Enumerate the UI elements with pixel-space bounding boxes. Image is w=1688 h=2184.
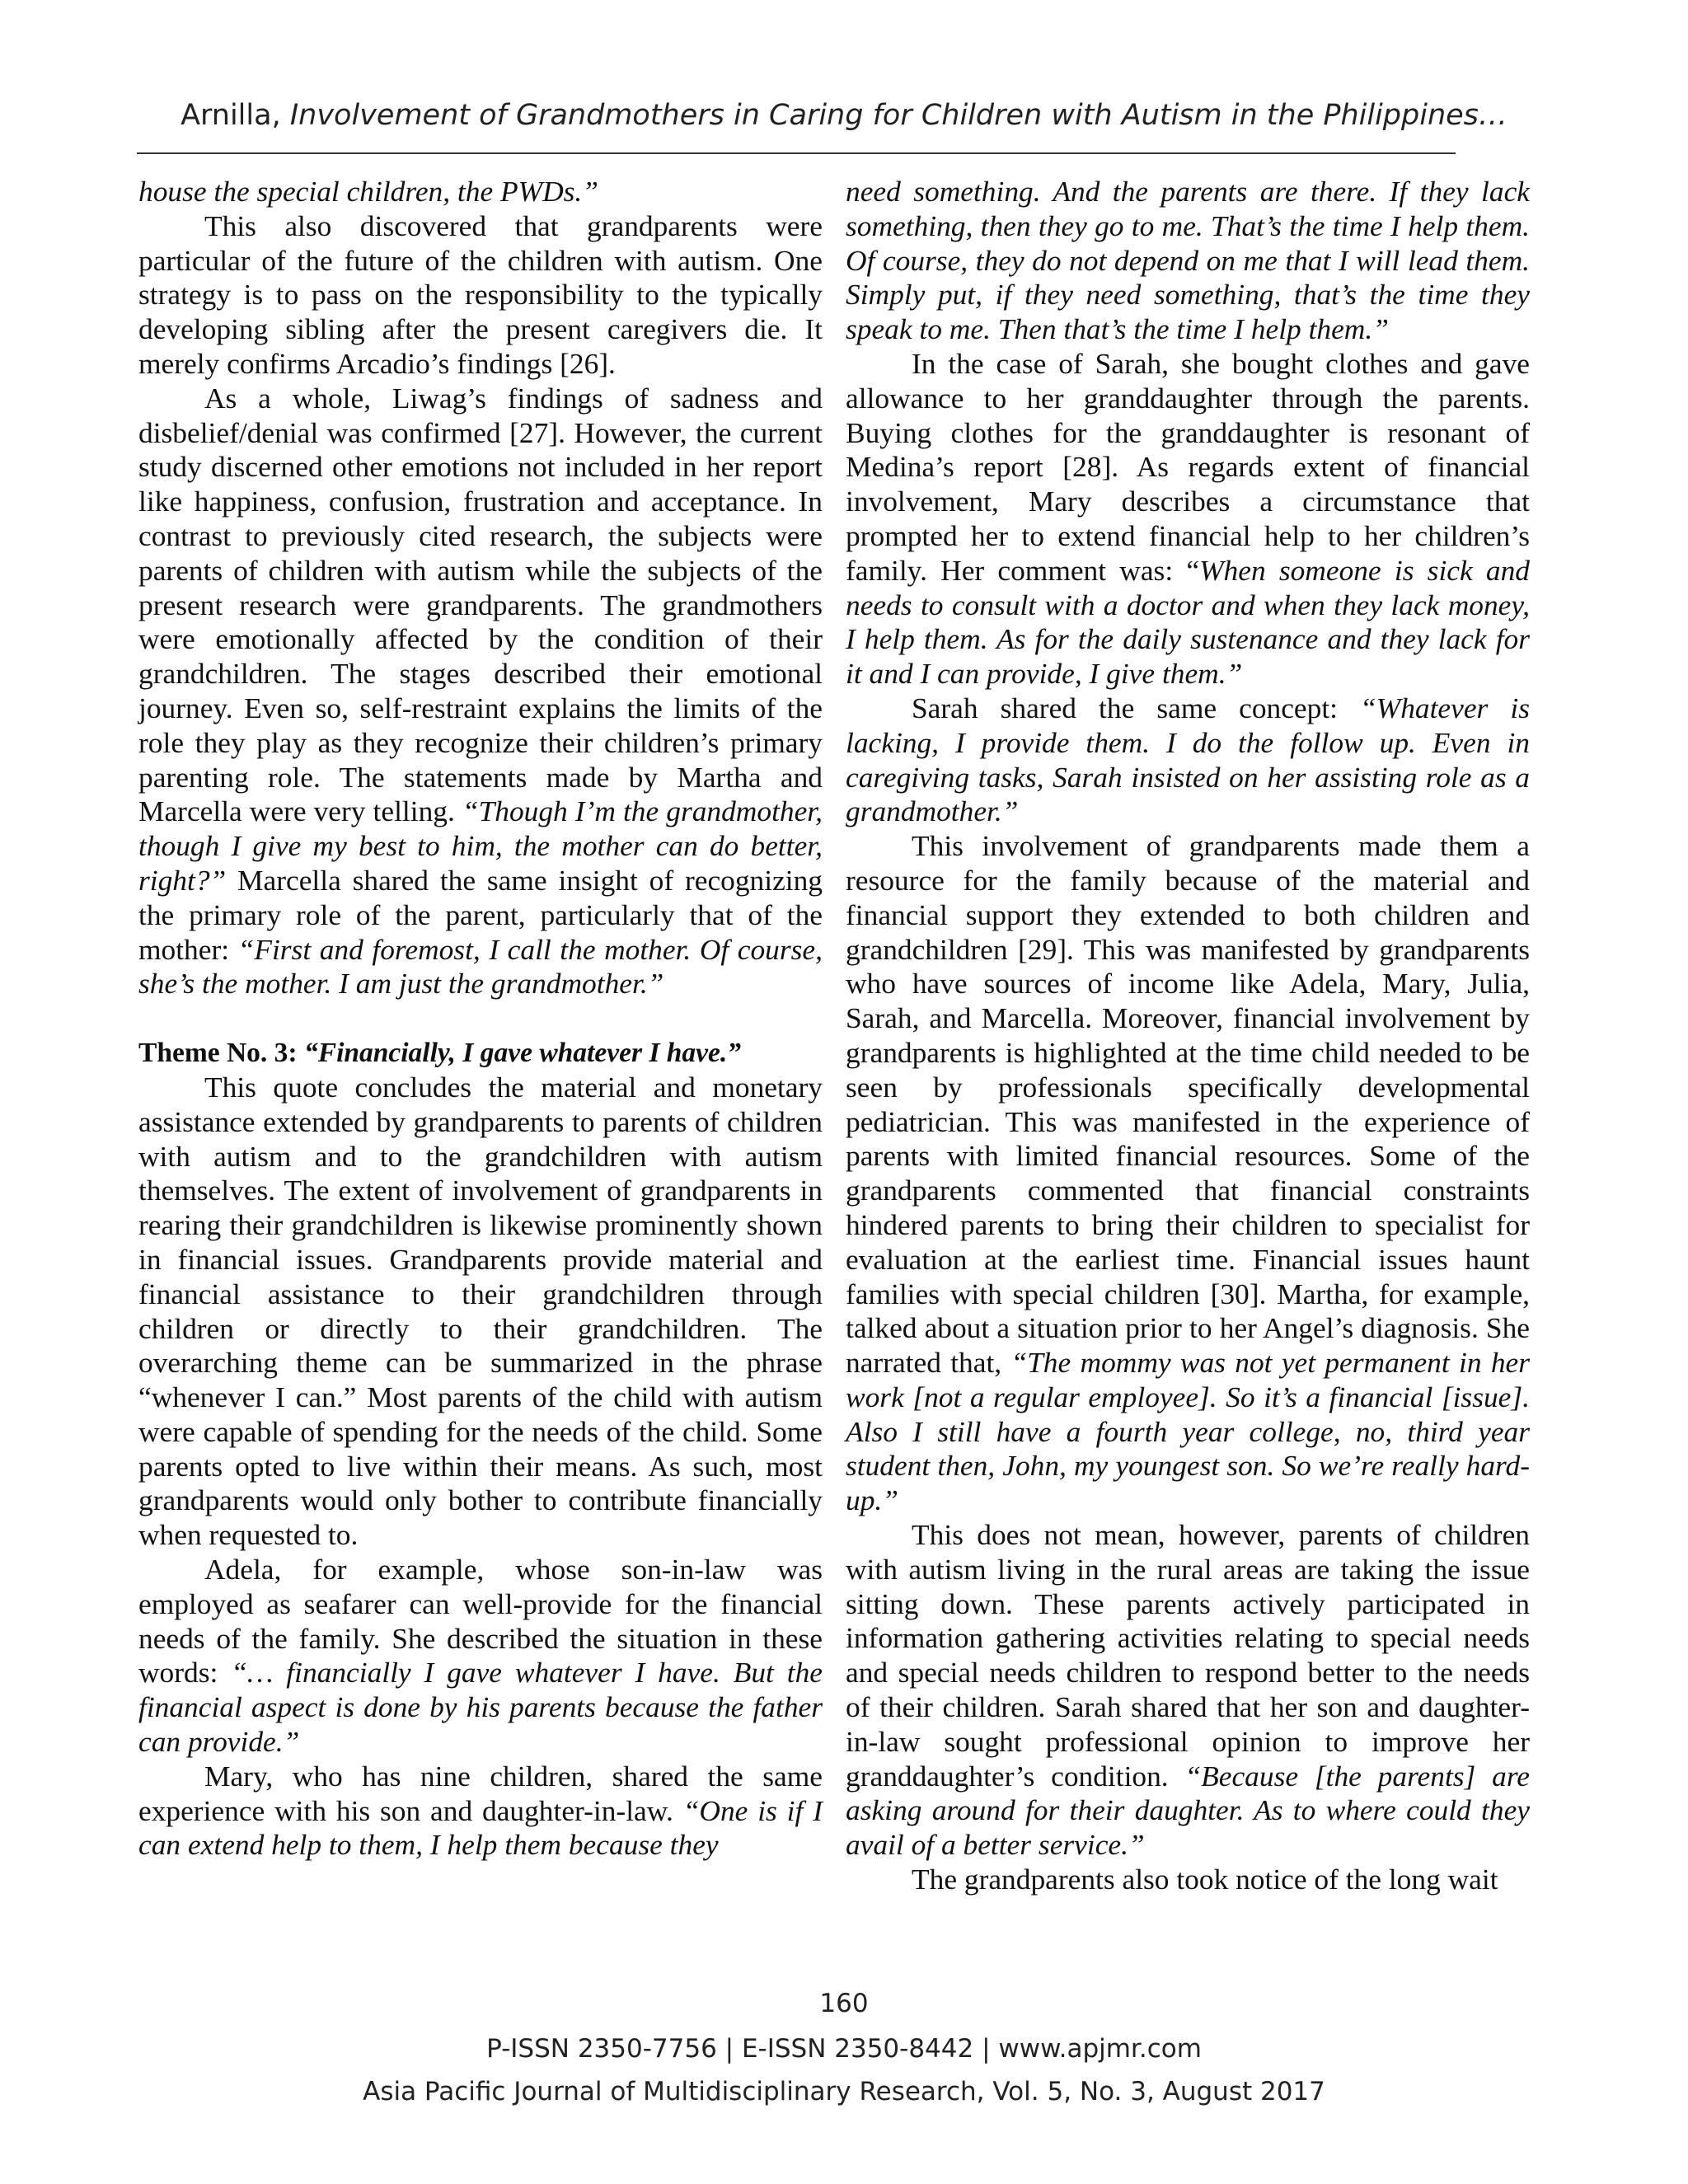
running-head-title: Involvement of Grandmothers in Caring for Children with Autism in the Philippines…	[289, 99, 1507, 132]
paragraph: This quote concludes the material and monetary assistance extended by grandparents to parents of children with autism and to the grandchildren with autism themselves. The extent of involvement of grandparents in rearing their grandchildren is likewise prominently shown in financial issues. Grandparents provide material and financial assistance to their grandchildren through children or directly to their grandchildren. The overarching theme can be summarized in the phrase “whenever I can.” Most parents of the child with autism were capable of spending for the needs of the child. Some parents opted to live within their means. As such, most grandparents would only bother to contribute financially when requested to.	[138, 1070, 823, 1552]
quote: “One is if I can extend help to them, I help them because they	[138, 1793, 823, 1862]
paragraph	[846, 1518, 1530, 1863]
text: Sarah shared the same concept:	[912, 691, 1361, 724]
paragraph: This also discovered that grandparents were particular of the future of the children with autism. One strategy is to pass on the responsibility to the typically developing sibling after the present caregivers die. It merely confirms Arcadio’s findings [26].	[138, 209, 823, 380]
quote: “First and foremost, I call the mother. Of course, she’s the mother. I am just the grandmother.”	[138, 932, 823, 1001]
text: This involvement of grandparents made them a resource for the family because of the material and financial support they extended to both children and grandchildren [29]. This was manifested by grandparents who have sources of income like Adela, Mary, Julia, Sarah, and Marcella. Moreover, financial involvement by grandparents is highlighted at the time child needed to be seen by professionals specifically developmental pediatrician. This was manifested in the experience of parents with limited financial resources. Some of the grandparents commented that financial constraints hindered parents to bring their children to specialist for evaluation at the earliest time. Financial issues haunt families with special children [30]. Martha, for example, talked about a situation prior to her Angel’s diagnosis. She narrated that,	[846, 829, 1530, 1380]
quote: house the special children, the PWDs.”	[138, 175, 598, 208]
quote: “Because [the parents] are asking around for their daughter. As to where could they avail of a better service.”	[846, 1759, 1530, 1862]
quote: “Though I’m the grandmother, though I give my best to him, the mother can do better, right?”	[138, 794, 823, 897]
paragraph	[138, 1760, 823, 1863]
quote: need something. And the parents are there. If they lack something, then they go to me. That’s the time I help them. Of course, they do not depend on me that I will lead them. Simply put, if they need something, that’s the time they speak to me. Then that’s the time I help them.”	[846, 175, 1530, 346]
paragraph	[846, 347, 1530, 691]
quote: “Whatever is lacking, I provide them. I do the follow up. Even in caregiving tasks, Sarah insisted on her assisting role as a grandmother.”	[846, 691, 1530, 828]
paragraph	[846, 829, 1530, 1518]
running-head-author: Arnilla,	[181, 99, 290, 132]
header-rule	[137, 152, 1456, 154]
paragraph	[846, 175, 1530, 347]
quote: “The mommy was not yet permanent in her work [not a regular employee]. So it’s a financial [issue]. Also I still have a fourth year college, no, third year student then, John, my youngest son. So we’re really hard-up.”	[846, 1346, 1530, 1517]
paragraph	[138, 382, 823, 1001]
paragraph	[138, 175, 823, 209]
text: In the case of Sarah, she bought clothes and gave allowance to her granddaughter through the parents. Buying clothes for the granddaughter is resonant of Medina’s report [28]. As regards extent of financial involvement, Mary describes a circumstance that prompted her to extend financial help to her children’s family. Her comment was: “	[846, 346, 1530, 587]
right-column	[846, 175, 1530, 1897]
text: Marcella shared the same insight of recognizing the primary role of the parent, particularly that of the mother:	[138, 863, 823, 966]
page-number: 160	[819, 1989, 869, 2018]
footer-journal: Asia Pacific Journal of Multidisciplinary Research, Vol. 5, No. 3, August 2017	[363, 2077, 1325, 2107]
theme-label: Theme No. 3:	[138, 1038, 304, 1069]
paragraph: The grandparents also took notice of the long wait	[912, 1863, 1498, 1896]
quote: “… financially I gave whatever I have. But the financial aspect is done by his parents because the father can provide.”	[138, 1656, 823, 1759]
footer-issn: P-ISSN 2350-7756 | E-ISSN 2350-8442 | www.apjmr.com	[486, 2034, 1202, 2064]
text: This does not mean, however, parents of children with autism living in the rural areas are taking the issue sitting down. These parents actively participated in information gathering activities relating to special needs and special needs children to respond better to the needs of their children. Sarah shared that her son and daughter-in-law sought professional opinion to improve her granddaughter’s condition.	[846, 1518, 1530, 1793]
text: Mary, who has nine children, shared the same experience with his son and daughter-in-law.	[138, 1759, 823, 1827]
text: Adela, for example, whose son-in-law was employed as seafarer can well-provide for the financial needs of the family. She described the situation in these words:	[138, 1553, 823, 1690]
paragraph	[138, 1553, 823, 1760]
paragraph	[846, 691, 1530, 829]
running-head	[0, 97, 1688, 134]
theme-quote: “Financially, I gave whatever I have.”	[303, 1038, 742, 1069]
text: As a whole, Liwag’s findings of sadness and disbelief/denial was confirmed [27]. However, the current study discerned other emotions not included in her report like happiness, confusion, frustration and acceptance. In contrast to previously cited research, the subjects were parents of children with autism while the subjects of the present research were grandparents. The grandmothers were emotionally affected by the condition of their grandchildren. The stages described their emotional journey. Even so, self-restraint explains the limits of the role they play as they recognize their children’s primary parenting role. The statements made by Martha and Marcella were very telling.	[138, 381, 823, 828]
section-heading	[138, 1036, 823, 1071]
quote: When someone is sick and needs to consult with a doctor and when they lack money, I help them. As for the daily sustenance and they lack for it and I can provide, I give them.”	[846, 553, 1530, 691]
left-column	[138, 175, 823, 1863]
